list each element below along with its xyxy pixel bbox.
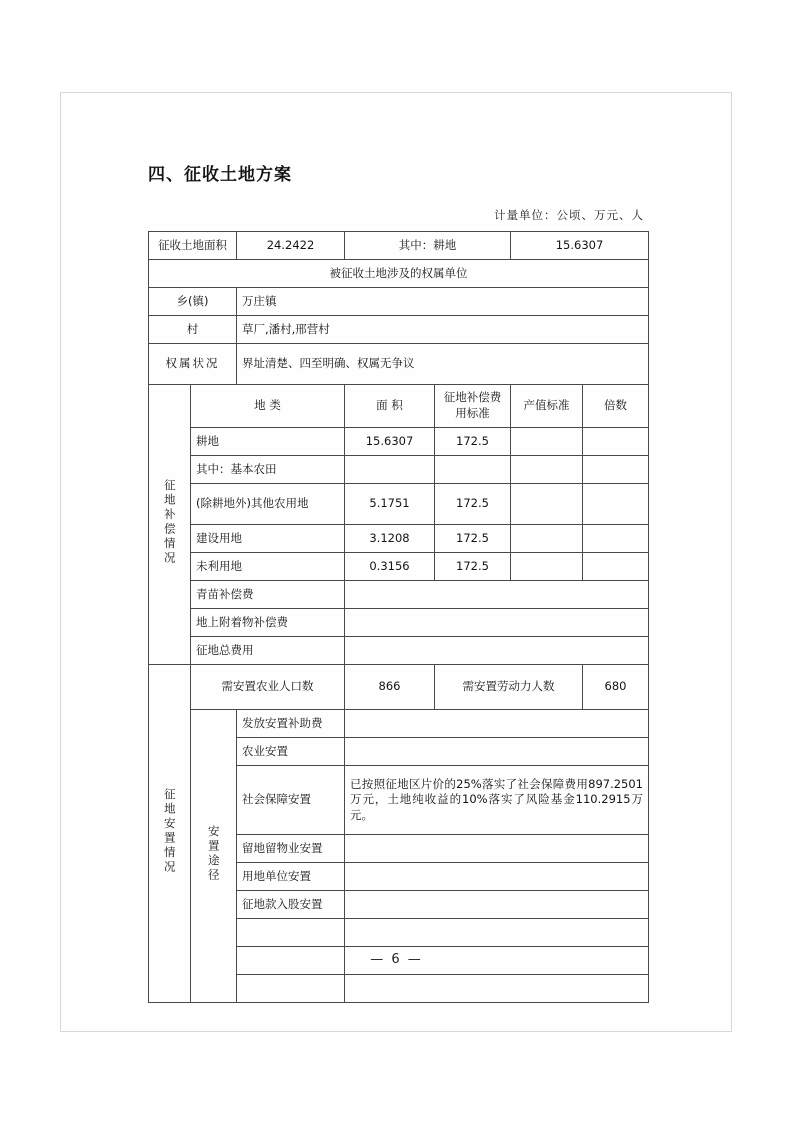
- table-row: [149, 428, 649, 456]
- land-type-3: 建设用地: [191, 525, 345, 553]
- resettlement-section-label: 征地安置情况: [149, 665, 191, 1003]
- table-row: [149, 665, 649, 710]
- way-label-3: 留地留物业安置: [237, 835, 345, 863]
- labor-label: 需安置劳动力人数: [435, 665, 583, 710]
- population-label: 需安置农业人口数: [191, 665, 345, 710]
- land-comp-1: [435, 456, 511, 484]
- way-label-6: [237, 919, 345, 947]
- table-row: [149, 316, 649, 344]
- ownership-status-label: 权属状况: [149, 344, 237, 385]
- way-value-5: [345, 891, 649, 919]
- fee-value-0: [345, 581, 649, 609]
- village-value: 草厂,潘村,邢营村: [237, 316, 649, 344]
- fee-label-1: 地上附着物补偿费: [191, 609, 345, 637]
- land-type-0: 耕地: [191, 428, 345, 456]
- ownership-status-value: 界址清楚、四至明确、权属无争议: [237, 344, 649, 385]
- land-area-2: 5.1751: [345, 484, 435, 525]
- table-row: [149, 385, 649, 428]
- col-header-multiple: 倍数: [583, 385, 649, 428]
- table-row: [149, 710, 649, 738]
- table-row: [149, 553, 649, 581]
- village-label: 村: [149, 316, 237, 344]
- way-value-2: 已按照征地区片价的25%落实了社会保障费用897.2501万元，土地纯收益的10%落实了风险基金110.2915万元。: [345, 766, 649, 835]
- way-label-0: 发放安置补助费: [237, 710, 345, 738]
- col-header-land-type: 地 类: [191, 385, 345, 428]
- section-title: 四、征收土地方案: [148, 165, 292, 185]
- land-area-4: 0.3156: [345, 553, 435, 581]
- table-row: [149, 525, 649, 553]
- col-header-area: 面 积: [345, 385, 435, 428]
- fee-value-1: [345, 609, 649, 637]
- fee-label-2: 征地总费用: [191, 637, 345, 665]
- land-yield-3: [511, 525, 583, 553]
- farmland-value: 15.6307: [511, 232, 649, 260]
- table-row: [149, 637, 649, 665]
- farmland-label: 其中：耕地: [345, 232, 511, 260]
- land-type-4: 未利用地: [191, 553, 345, 581]
- table-row: [149, 260, 649, 288]
- land-type-2: (除耕地外)其他农用地: [191, 484, 345, 525]
- way-label-4: 用地单位安置: [237, 863, 345, 891]
- land-acquisition-table: [148, 231, 649, 1003]
- way-value-0: [345, 710, 649, 738]
- land-comp-3: 172.5: [435, 525, 511, 553]
- unit-line: 计量单位：公顷、万元、人: [494, 208, 644, 222]
- land-area-3: 3.1208: [345, 525, 435, 553]
- ownership-header: 被征收土地涉及的权属单位: [149, 260, 649, 288]
- table-row: [149, 456, 649, 484]
- land-yield-1: [511, 456, 583, 484]
- document-content: [148, 160, 648, 1003]
- land-multiple-4: [583, 553, 649, 581]
- compensation-section-label: 征地补偿情况: [149, 385, 191, 665]
- way-value-8: [345, 975, 649, 1003]
- table-row: [149, 344, 649, 385]
- land-yield-0: [511, 428, 583, 456]
- total-area-label: 征收土地面积: [149, 232, 237, 260]
- land-multiple-1: [583, 456, 649, 484]
- way-value-1: [345, 738, 649, 766]
- land-yield-4: [511, 553, 583, 581]
- population-value: 866: [345, 665, 435, 710]
- land-type-1: 其中：基本农田: [191, 456, 345, 484]
- way-label-5: 征地款入股安置: [237, 891, 345, 919]
- land-yield-2: [511, 484, 583, 525]
- land-comp-4: 172.5: [435, 553, 511, 581]
- land-comp-2: 172.5: [435, 484, 511, 525]
- land-multiple-3: [583, 525, 649, 553]
- table-row: [149, 288, 649, 316]
- resettlement-way-label: 安置途径: [191, 710, 237, 1003]
- page-number: — 6 —: [370, 952, 423, 967]
- land-multiple-0: [583, 428, 649, 456]
- township-value: 万庄镇: [237, 288, 649, 316]
- col-header-yield-standard: 产值标准: [511, 385, 583, 428]
- table-row: [149, 581, 649, 609]
- land-multiple-2: [583, 484, 649, 525]
- table-row: [149, 609, 649, 637]
- way-label-1: 农业安置: [237, 738, 345, 766]
- township-label: 乡(镇): [149, 288, 237, 316]
- way-value-3: [345, 835, 649, 863]
- table-row: [149, 232, 649, 260]
- fee-value-2: [345, 637, 649, 665]
- way-value-6: [345, 919, 649, 947]
- col-header-comp-standard: 征地补偿费用标准: [435, 385, 511, 428]
- total-area-value: 24.2422: [237, 232, 345, 260]
- way-value-4: [345, 863, 649, 891]
- fee-label-0: 青苗补偿费: [191, 581, 345, 609]
- land-area-0: 15.6307: [345, 428, 435, 456]
- way-label-8: [237, 975, 345, 1003]
- land-area-1: [345, 456, 435, 484]
- table-row: [149, 484, 649, 525]
- way-label-2: 社会保障安置: [237, 766, 345, 835]
- land-comp-0: 172.5: [435, 428, 511, 456]
- labor-value: 680: [583, 665, 649, 710]
